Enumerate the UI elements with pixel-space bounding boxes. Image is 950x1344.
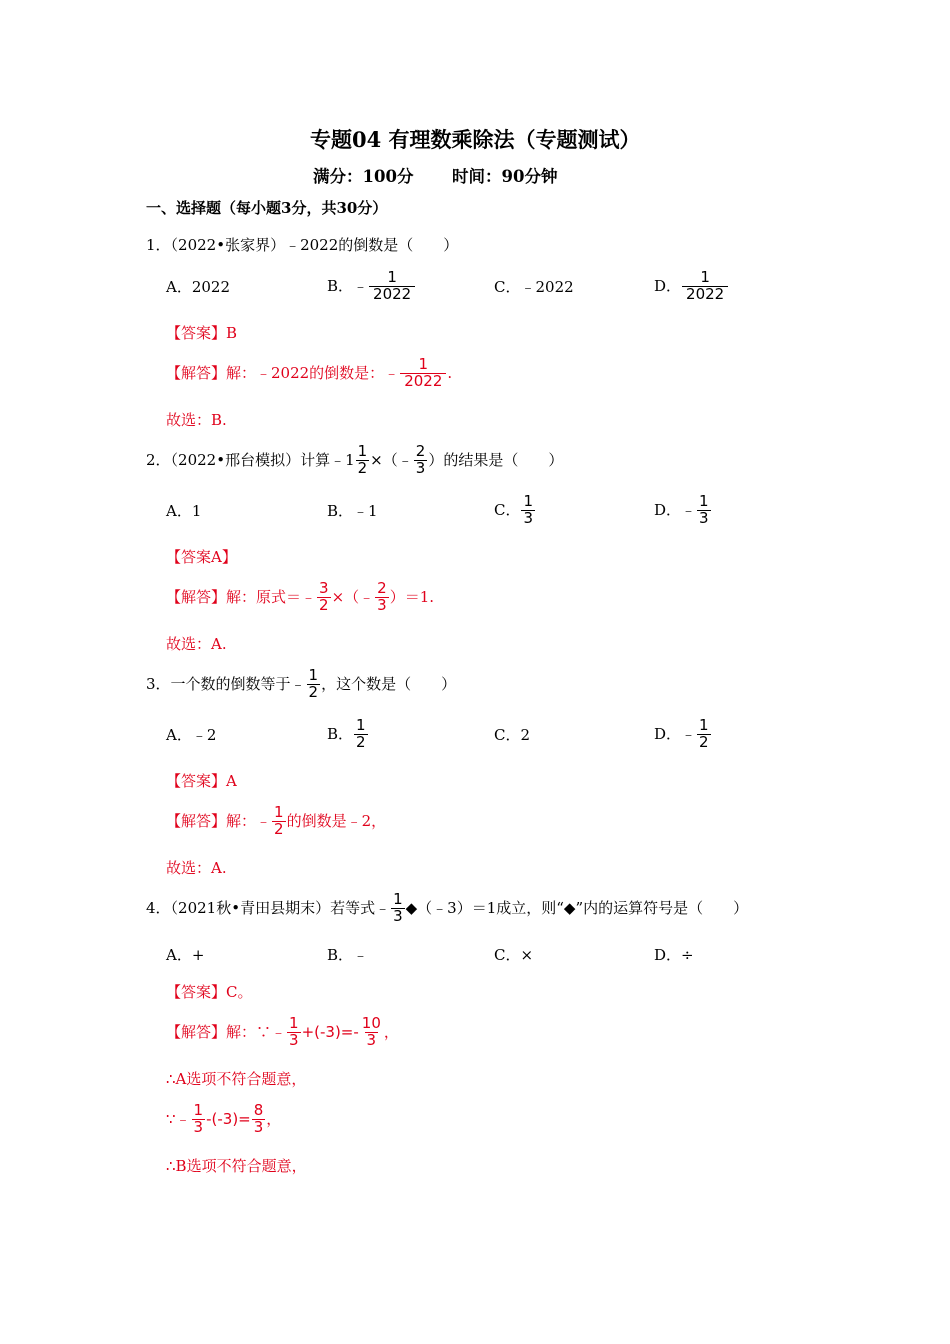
q1-answer: 【答案】B: [166, 324, 238, 342]
q1-option-b-label: B．: [327, 276, 354, 295]
q1-option-a: A．2022: [166, 278, 231, 296]
q4-sol1-prefix: 【解答】解：∵﹣: [166, 1022, 287, 1041]
q4-solution-step-2: ∴A选项不符合题意，: [166, 1070, 307, 1088]
q2-option-d-fraction: [697, 494, 711, 527]
q4-sol3-denominator: 3: [193, 1117, 204, 1136]
q2-option-d: [654, 494, 712, 527]
q3-option-a: A．﹣2: [166, 726, 217, 744]
q2-option-d-sign: ﹣: [681, 500, 697, 519]
q4-stem-denominator: 3: [393, 906, 403, 925]
q3-stem-suffix: ，这个数是（ ）: [321, 674, 457, 693]
q1-solution-denominator: 2022: [400, 373, 446, 390]
q2-option-d-label: D．: [654, 500, 682, 519]
q4-sol3-result-fraction: [252, 1103, 266, 1136]
q2-stem-prefix: 2．（2022•邢台模拟）计算﹣1: [146, 450, 355, 469]
q3-option-d: [654, 718, 712, 751]
q3-option-b-label: B．: [327, 724, 354, 743]
q2-solution-denominator-1: 2: [319, 595, 329, 614]
q1-option-b-denominator: 2022: [369, 286, 415, 303]
q4-option-a: A．+: [166, 946, 205, 964]
q1-solution-fraction: [400, 357, 446, 390]
q3-stem-numerator: 1: [308, 666, 319, 684]
q2-solution-fraction-1: [317, 581, 331, 614]
q2-option-d-denominator: 3: [699, 508, 709, 527]
q2-times: ×: [370, 450, 383, 469]
q2-option-c-denominator: 3: [523, 508, 534, 527]
q2-solution-prefix: 【解答】解：原式＝﹣: [166, 587, 317, 606]
q4-solution-step-3: [166, 1103, 281, 1136]
q4-sol3-prefix: ∵﹣: [166, 1109, 191, 1128]
q2-choice: 故选：A.: [166, 635, 227, 653]
q3-option-d-numerator: 1: [699, 716, 709, 734]
q2-solution-times: ×（﹣: [331, 587, 375, 606]
q4-stem: [146, 892, 748, 925]
q4-sol1-fraction: [287, 1016, 301, 1049]
q3-option-b-denominator: 2: [356, 732, 366, 751]
q4-stem-fraction: [391, 892, 405, 925]
q1-option-d-denominator: 2022: [682, 286, 728, 303]
q3-solution-fraction: [272, 805, 286, 838]
q4-answer: 【答案】C。: [166, 983, 253, 1001]
q4-stem-numerator: 1: [393, 890, 403, 908]
q1-option-b-fraction: [369, 270, 415, 303]
q3-option-d-denominator: 2: [699, 732, 709, 751]
q3-stem-denominator: 2: [308, 682, 319, 701]
q1-solution-suffix: .: [447, 363, 453, 382]
q3-solution-prefix: 【解答】解：﹣: [166, 811, 272, 830]
section-title: 一、选择题（每小题3分，共30分）: [146, 199, 388, 217]
q3-solution: [166, 805, 386, 838]
q2-mixed-numerator: 1: [357, 442, 368, 460]
q2-option-c: [494, 494, 536, 527]
q1-option-d-fraction: [682, 270, 728, 303]
q2-fraction: [414, 444, 428, 477]
q2-solution-numerator-2: 2: [377, 579, 387, 597]
q3-option-c: C．2: [494, 726, 531, 744]
q4-sol3-numerator: 1: [193, 1101, 204, 1119]
q1-option-b: [327, 270, 416, 303]
q1-option-d-label: D．: [654, 276, 682, 295]
q2-solution-fraction-2: [375, 581, 389, 614]
q2-option-c-fraction: [521, 494, 535, 527]
q4-option-b: B．﹣: [327, 946, 369, 964]
q1-option-b-numerator: 1: [387, 268, 397, 286]
q4-sol1-numerator: 1: [289, 1014, 299, 1032]
q1-option-c: C．﹣2022: [494, 278, 574, 296]
q4-sol3-mid: -(-3)=: [206, 1109, 251, 1128]
q3-option-b-numerator: 1: [356, 716, 366, 734]
q4-option-c: C．×: [494, 946, 534, 964]
q2-solution: [166, 581, 434, 614]
q4-stem-suffix: ◆（﹣3）＝1成立，则“◆”内的运算符号是（ ）: [405, 898, 749, 917]
q2-denominator: 3: [415, 458, 426, 477]
q3-answer: 【答案】A: [166, 772, 237, 790]
q2-option-c-numerator: 1: [523, 492, 534, 510]
q4-sol3-fraction: [192, 1103, 206, 1136]
q1-option-b-sign: ﹣: [353, 276, 369, 295]
q2-mixed-fraction: [356, 444, 370, 477]
q4-solution-step-4: ∴B选项不符合题意，: [166, 1157, 307, 1175]
q4-sol3-result-numerator: 8: [253, 1101, 264, 1119]
q3-stem: [146, 668, 456, 701]
q3-solution-suffix: 的倒数是﹣2，: [286, 811, 387, 830]
q4-solution-step-1: [166, 1016, 399, 1049]
q2-paren-open: （﹣: [382, 450, 413, 469]
q3-solution-denominator: 2: [274, 819, 284, 838]
q4-sol1-result-numerator: 10: [361, 1014, 381, 1032]
q2-mixed-denominator: 2: [357, 458, 368, 477]
q3-solution-numerator: 1: [274, 803, 284, 821]
q2-solution-numerator-1: 3: [319, 579, 329, 597]
q3-option-d-fraction: [697, 718, 711, 751]
q1-choice: 故选：B.: [166, 411, 227, 429]
q2-solution-denominator-2: 3: [377, 595, 387, 614]
q2-numerator: 2: [415, 442, 426, 460]
q2-option-d-numerator: 1: [699, 492, 709, 510]
q4-stem-prefix: 4．（2021秋•青田县期末）若等式﹣: [146, 898, 391, 917]
q3-option-d-sign: ﹣: [681, 724, 697, 743]
q3-option-b-fraction: [354, 718, 368, 751]
q4-sol1-suffix: ，: [383, 1022, 399, 1041]
q3-stem-prefix: 3．一个数的倒数等于﹣: [146, 674, 306, 693]
q1-option-d: [654, 270, 729, 303]
q4-sol3-result-denominator: 3: [253, 1117, 264, 1136]
time-limit: 时间：90分钟: [452, 167, 558, 186]
q4-sol1-result-denominator: 3: [366, 1030, 377, 1049]
q1-solution-prefix: 【解答】解：﹣2022的倒数是：﹣: [166, 363, 400, 382]
q1-option-d-numerator: 1: [700, 268, 710, 286]
q2-option-a: A．1: [166, 502, 202, 520]
q2-option-b: B．﹣1: [327, 502, 378, 520]
q2-option-c-label: C．: [494, 500, 521, 519]
q4-sol1-result-fraction: [360, 1016, 383, 1049]
q2-answer: 【答案A】: [166, 548, 237, 566]
q3-option-d-label: D．: [654, 724, 682, 743]
full-score: 满分：100分: [313, 167, 414, 186]
q3-stem-fraction: [307, 668, 321, 701]
q4-option-d: D．÷: [654, 946, 694, 964]
page-title: 专题04 有理数乘除法（专题测试）: [310, 127, 641, 152]
q1-stem: 1．（2022•张家界）﹣2022的倒数是（ ）: [146, 236, 459, 254]
q2-stem-suffix: ）的结果是（ ）: [428, 450, 564, 469]
q1-solution: [166, 357, 452, 390]
q2-stem: [146, 444, 563, 477]
q4-sol1-mid: +(-3)=-: [301, 1022, 359, 1041]
q4-sol1-denominator: 3: [289, 1030, 299, 1049]
q3-option-b: [327, 718, 369, 751]
q2-solution-suffix: ）＝1.: [389, 587, 434, 606]
q1-solution-numerator: 1: [418, 355, 429, 373]
q3-choice: 故选：A.: [166, 859, 227, 877]
q4-sol3-suffix: ，: [266, 1109, 282, 1128]
